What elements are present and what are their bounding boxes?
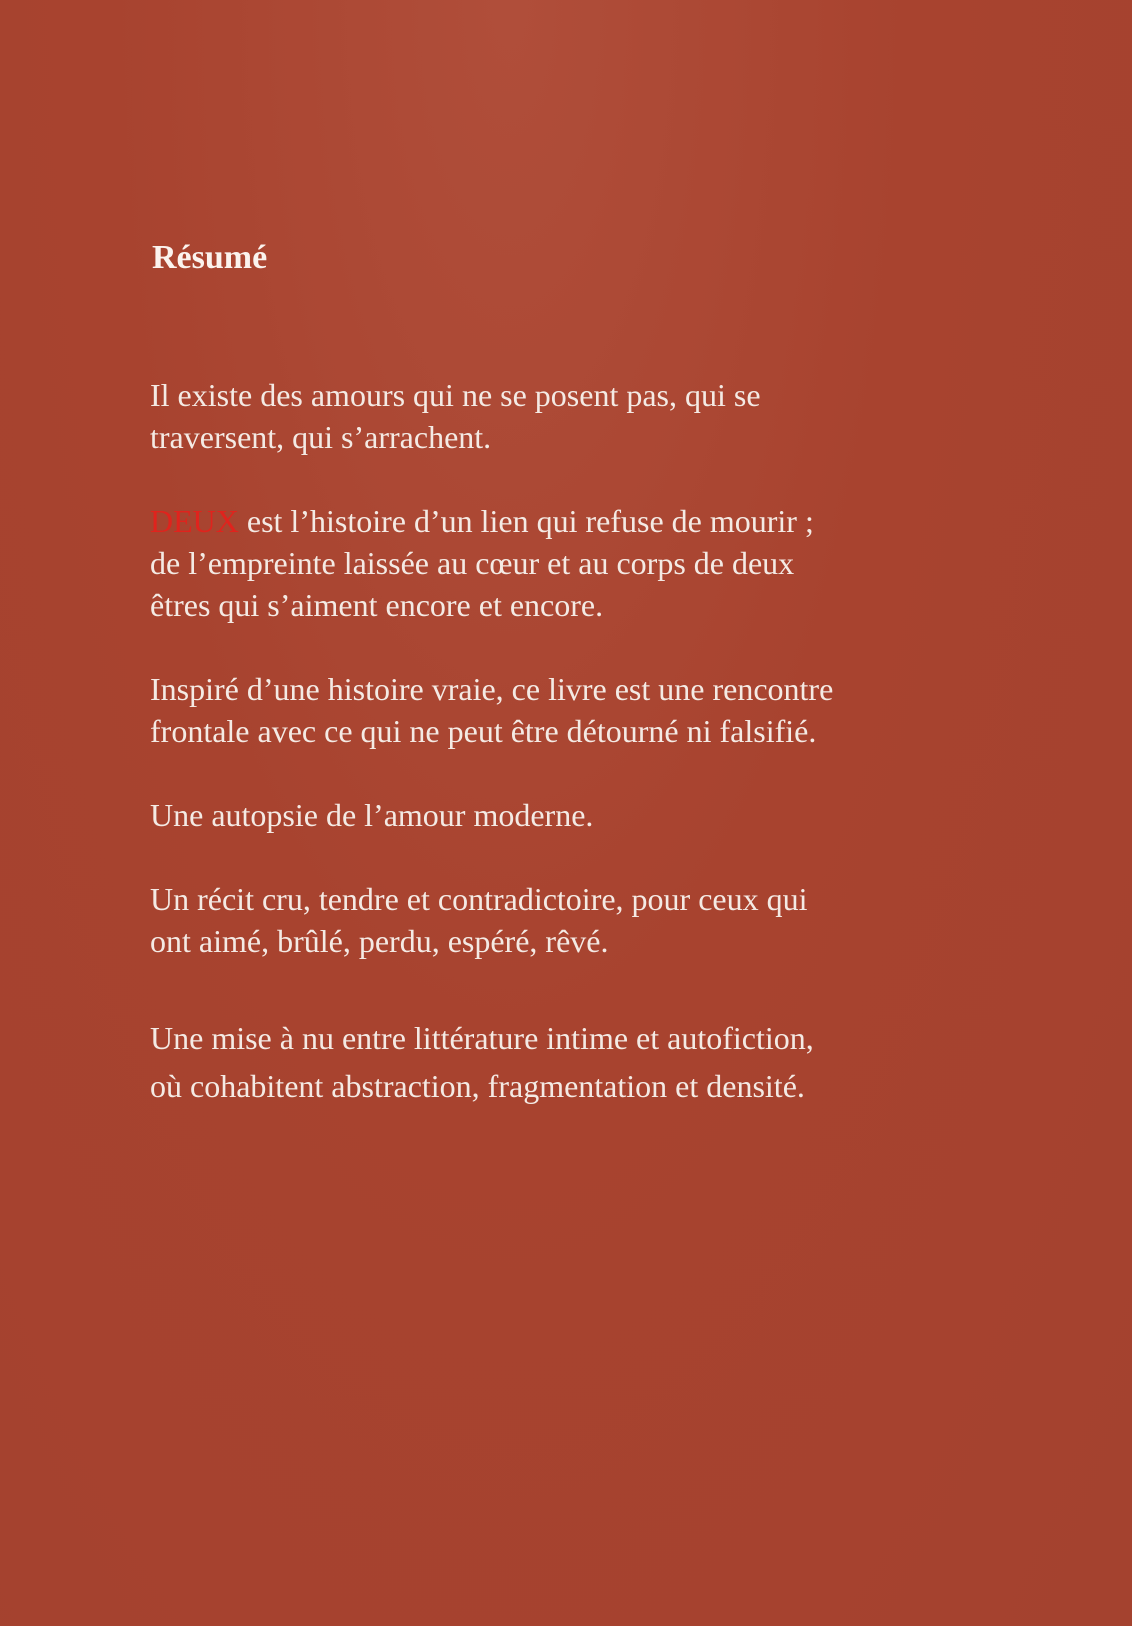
paragraph-6-line-2: où cohabitent abstraction, fragmentation et densité.: [150, 1068, 805, 1104]
page-title: Résumé: [152, 239, 268, 276]
paragraph-5-line-1: Un récit cru, tendre et contradictoire, pour ceux qui: [150, 881, 808, 917]
paragraph-2-line-1: [150, 500, 970, 542]
paragraph-3: [150, 668, 970, 752]
paragraph-2: [150, 500, 970, 626]
paragraph-2-line-1-rest: est l’histoire d’un lien qui refuse de mourir ;: [238, 503, 814, 539]
paragraph-4-line-1: Une autopsie de l’amour moderne.: [150, 797, 594, 833]
paragraph-2-line-3: êtres qui s’aiment encore et encore.: [150, 587, 604, 623]
paragraph-1-line-1: Il existe des amours qui ne se posent pas, qui se: [150, 377, 761, 413]
paragraph-2-line-2: de l’empreinte laissée au cœur et au corps de deux: [150, 545, 795, 581]
paragraph-1: [150, 374, 970, 458]
paragraph-6: [150, 1014, 970, 1110]
paragraph-5: [150, 878, 970, 962]
book-title-highlight: DEUX: [150, 503, 239, 539]
paragraph-4: [150, 794, 970, 836]
paragraph-5-line-2: ont aimé, brûlé, perdu, espéré, rêvé.: [150, 923, 609, 959]
paragraph-3-line-1: Inspiré d’une histoire vraie, ce livre est une rencontre: [150, 671, 834, 707]
paragraph-1-line-2: traversent, qui s’arrachent.: [150, 419, 492, 455]
paragraph-3-line-2: frontale avec ce qui ne peut être détourné ni falsifié.: [150, 713, 817, 749]
paragraph-6-line-1: Une mise à nu entre littérature intime et autofiction,: [150, 1020, 814, 1056]
